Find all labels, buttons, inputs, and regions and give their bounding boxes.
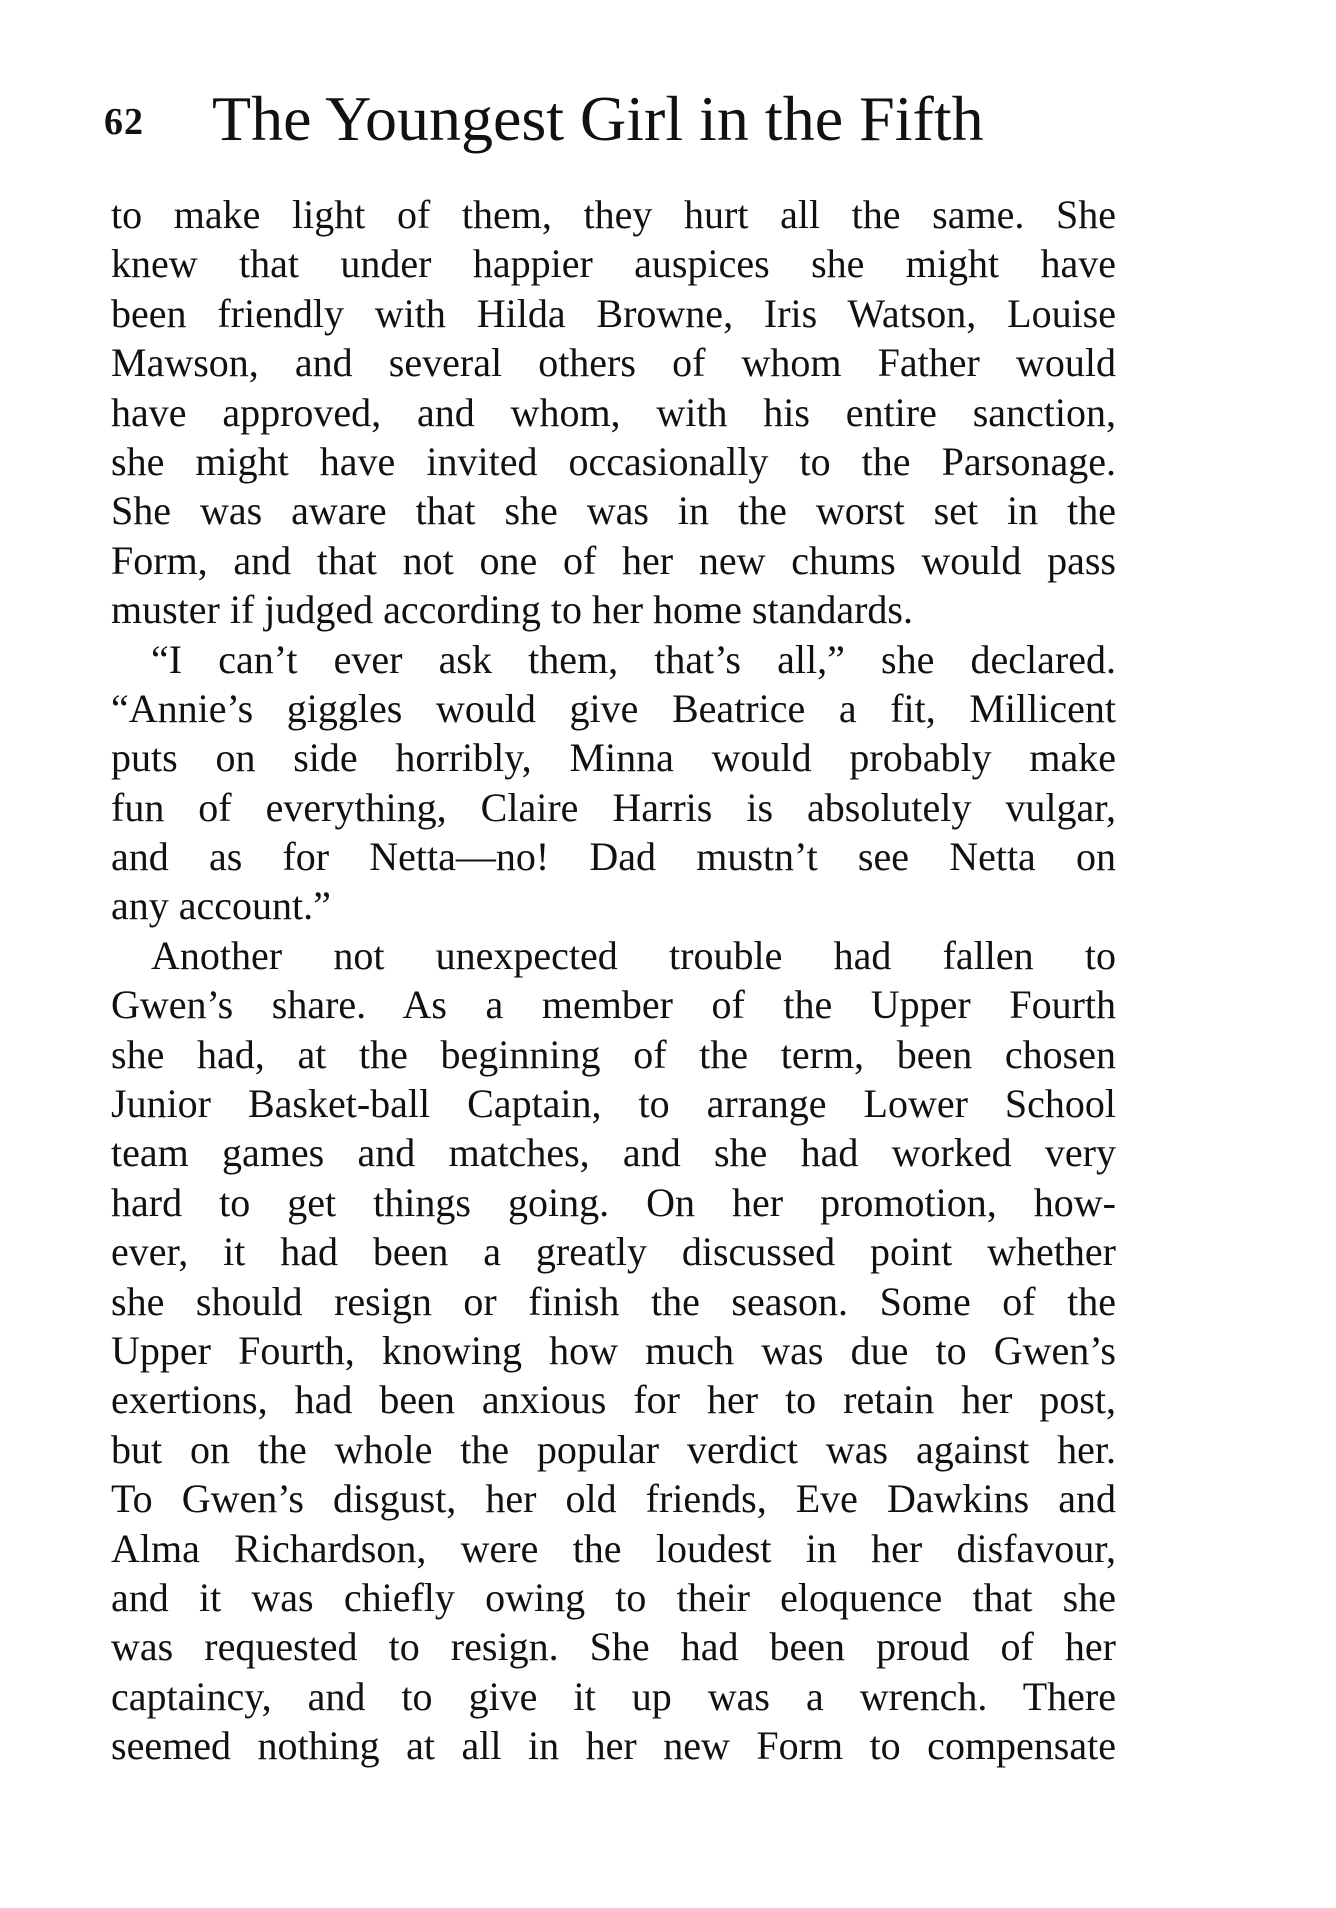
text-line: To Gwen’s disgust, her old friends, Eve Dawkins and: [111, 1476, 1116, 1522]
page-header: [104, 82, 1114, 162]
text-line: puts on side horribly, Minna would probably make: [111, 735, 1116, 781]
body-text: [111, 190, 1116, 1771]
text-line: seemed nothing at all in her new Form to compensate: [111, 1723, 1116, 1769]
text-line: was requested to resign. She had been proud of her: [111, 1624, 1116, 1670]
text-line: hard to get things going. On her promotion, how-: [111, 1179, 1116, 1225]
text-line: Upper Fourth, knowing how much was due to Gwen’s: [111, 1327, 1116, 1373]
text-line: have approved, and whom, with his entire sanction,: [111, 389, 1116, 435]
text-line: but on the whole the popular verdict was against her.: [111, 1426, 1116, 1472]
text-line: Form, and that not one of her new chums would pass: [111, 537, 1116, 583]
text-line: and as for Netta—no! Dad mustn’t see Netta on: [111, 834, 1116, 880]
text-line: she had, at the beginning of the term, been chosen: [111, 1031, 1116, 1077]
text-line: She was aware that she was in the worst set in the: [111, 488, 1116, 534]
text-line: she might have invited occasionally to the Parsonage.: [111, 438, 1116, 484]
text-line: been friendly with Hilda Browne, Iris Watson, Louise: [111, 290, 1116, 336]
text-line: Gwen’s share. As a member of the Upper Fourth: [111, 982, 1116, 1028]
text-line: Mawson, and several others of whom Father would: [111, 340, 1116, 386]
text-line: and it was chiefly owing to their eloquence that she: [111, 1574, 1116, 1620]
text-line: knew that under happier auspices she might have: [111, 241, 1116, 287]
text-line: to make light of them, they hurt all the same. She: [111, 192, 1116, 237]
text-line: Another not unexpected trouble had fallen to: [151, 932, 1116, 978]
text-line: she should resign or finish the season. Some of the: [111, 1278, 1116, 1324]
running-title: The Youngest Girl in the Fifth: [212, 83, 984, 154]
text-line: muster if judged according to her home standards.: [111, 587, 913, 633]
text-line: ever, it had been a greatly discussed point whether: [111, 1229, 1116, 1275]
text-line: “Annie’s giggles would give Beatrice a fit, Millicent: [111, 685, 1116, 731]
text-line: any account.”: [111, 883, 331, 929]
text-line: “I can’t ever ask them, that’s all,” she declared.: [151, 636, 1116, 682]
page-number: 62: [104, 101, 144, 143]
text-line: captaincy, and to give it up was a wrench. There: [111, 1673, 1116, 1719]
text-line: exertions, had been anxious for her to retain her post,: [111, 1377, 1116, 1423]
text-line: team games and matches, and she had worked very: [111, 1130, 1116, 1176]
text-line: Junior Basket-ball Captain, to arrange Lower School: [111, 1081, 1116, 1127]
text-line: Alma Richardson, were the loudest in her disfavour,: [111, 1525, 1116, 1571]
text-line: fun of everything, Claire Harris is absolutely vulgar,: [111, 784, 1116, 830]
